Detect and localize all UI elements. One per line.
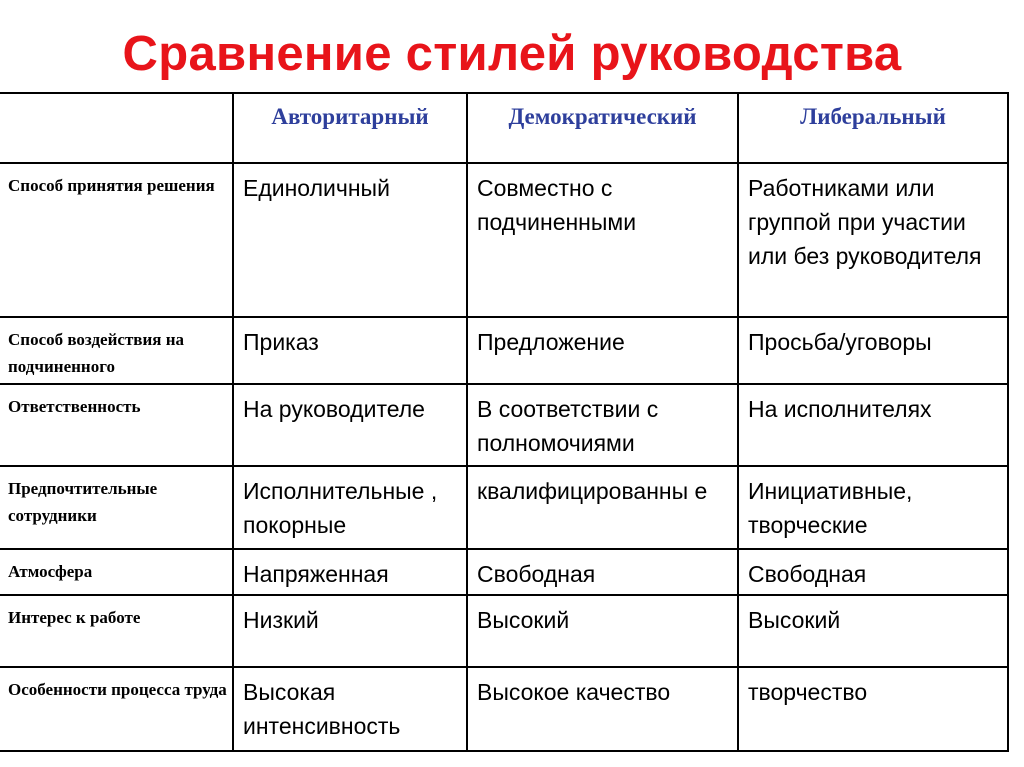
- row-label: Способ принятия решения: [0, 163, 233, 317]
- table-cell: квалифицированны е: [467, 466, 738, 549]
- table-cell: На руководителе: [233, 384, 467, 466]
- table-cell: Свободная: [467, 549, 738, 595]
- table-row: [0, 667, 1008, 751]
- table-cell: В соответствии с полномочиями: [467, 384, 738, 466]
- table-cell: Работниками или группой при участии или без руководителя: [738, 163, 1008, 317]
- table-cell: творчество: [738, 667, 1008, 751]
- table-cell: На исполнителях: [738, 384, 1008, 466]
- table-row: [0, 384, 1008, 466]
- table-cell: Высокий: [738, 595, 1008, 667]
- page-title: Сравнение стилей руководства: [122, 27, 902, 81]
- table-cell: Свободная: [738, 549, 1008, 595]
- row-label: Интерес к работе: [0, 595, 233, 667]
- table-cell: Напряженная: [233, 549, 467, 595]
- table-row: [0, 317, 1008, 384]
- table-cell: Высокое качество: [467, 667, 738, 751]
- table-row: [0, 163, 1008, 317]
- table-cell: Предложение: [467, 317, 738, 384]
- table-cell: Просьба/уговоры: [738, 317, 1008, 384]
- header-liberal: Либеральный: [738, 93, 1008, 163]
- table-row: [0, 595, 1008, 667]
- table-cell: Совместно с подчиненными: [467, 163, 738, 317]
- table-cell: Приказ: [233, 317, 467, 384]
- header-democratic: Демократический: [467, 93, 738, 163]
- header-authoritarian: Авторитарный: [233, 93, 467, 163]
- row-label: Атмосфера: [0, 549, 233, 595]
- table-row: [0, 466, 1008, 549]
- comparison-table: [0, 92, 1009, 752]
- header-corner-cell: [0, 93, 233, 163]
- table-row: [0, 549, 1008, 595]
- table-cell: Высокая интенсивность: [233, 667, 467, 751]
- table-cell: Инициативные, творческие: [738, 466, 1008, 549]
- table-cell: Высокий: [467, 595, 738, 667]
- row-label: Способ воздействия на подчиненного: [0, 317, 233, 384]
- table-header-row: [0, 93, 1008, 163]
- table-cell: Исполнительные , покорные: [233, 466, 467, 549]
- row-label: Ответственность: [0, 384, 233, 466]
- row-label: Предпочтительные сотрудники: [0, 466, 233, 549]
- table-cell: Низкий: [233, 595, 467, 667]
- table-cell: Единоличный: [233, 163, 467, 317]
- row-label: Особенности процесса труда: [0, 667, 233, 751]
